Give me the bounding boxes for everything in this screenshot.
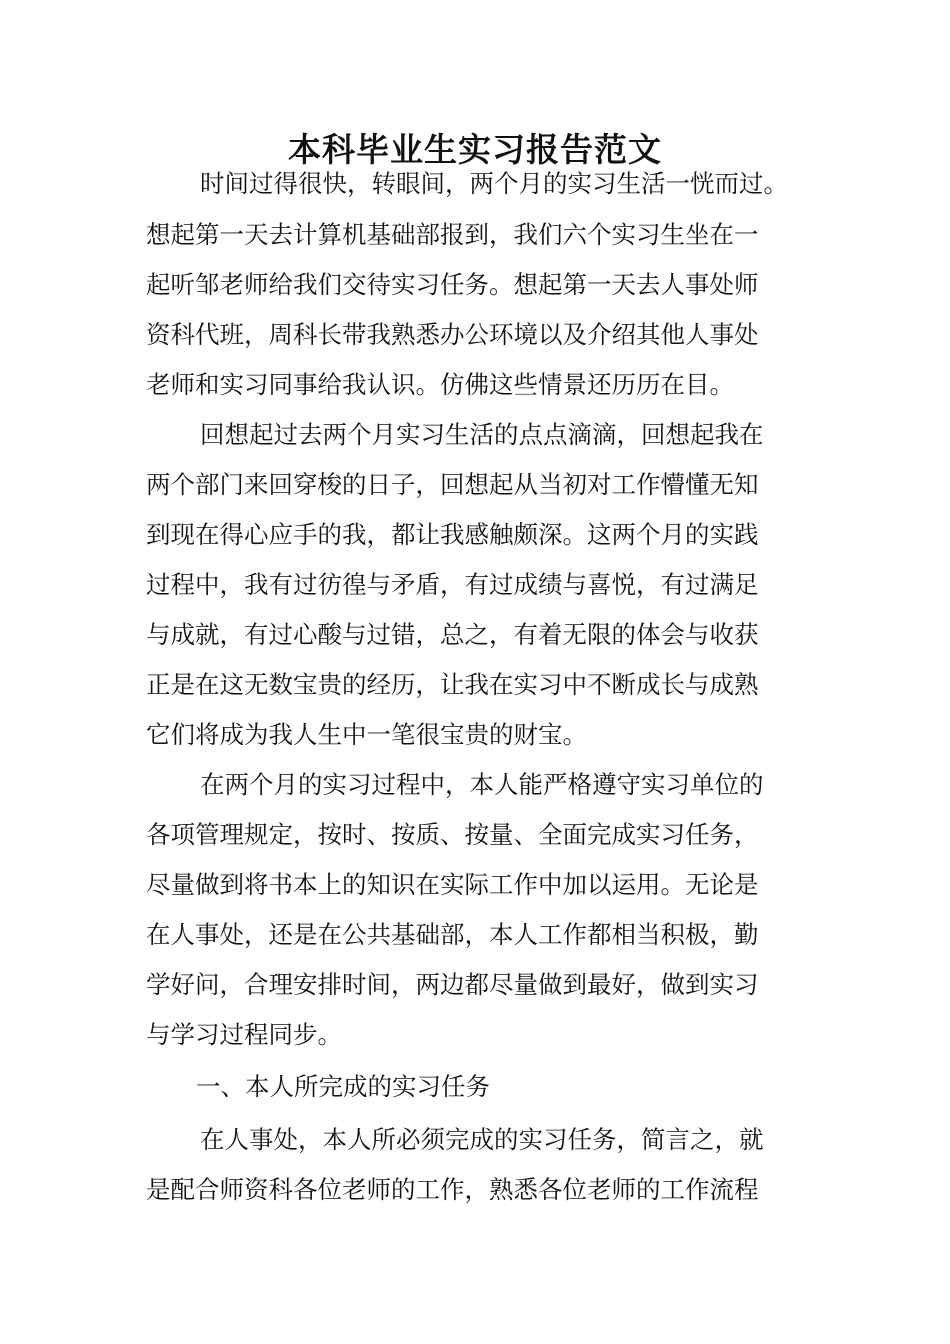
paragraph-2-line-6: 正是在这无数宝贵的经历，让我在实习中不断成长与成熟 bbox=[146, 670, 759, 699]
paragraph-1-line-3: 起听邹老师给我们交待实习任务。想起第一天去人事处师 bbox=[146, 270, 759, 299]
paragraph-1-line-2: 想起第一天去计算机基础部报到，我们六个实习生坐在一 bbox=[146, 220, 759, 249]
section-heading: 一、本人所完成的实习任务 bbox=[196, 1072, 490, 1101]
paragraph-2-line-1: 回想起过去两个月实习生活的点点滴滴，回想起我在 bbox=[200, 420, 764, 449]
paragraph-2-line-4: 过程中，我有过彷徨与矛盾，有过成绩与喜悦，有过满足 bbox=[146, 570, 759, 599]
paragraph-1-line-4: 资科代班，周科长带我熟悉办公环境以及介绍其他人事处 bbox=[146, 320, 759, 349]
paragraph-3-line-4: 在人事处，还是在公共基础部，本人工作都相当积极，勤 bbox=[146, 920, 759, 949]
paragraph-1-line-5: 老师和实习同事给我认识。仿佛这些情景还历历在目。 bbox=[146, 370, 734, 399]
paragraph-3-line-1: 在两个月的实习过程中，本人能严格遵守实习单位的 bbox=[200, 770, 764, 799]
paragraph-1-line-1: 时间过得很快，转眼间，两个月的实习生活一恍而过。 bbox=[200, 169, 788, 198]
paragraph-2-line-2: 两个部门来回穿梭的日子，回想起从当初对工作懵懂无知 bbox=[146, 470, 759, 499]
paragraph-4-line-2: 是配合师资科各位老师的工作，熟悉各位老师的工作流程 bbox=[146, 1175, 759, 1204]
paragraph-3-line-5: 学好问，合理安排时间，两边都尽量做到最好，做到实习 bbox=[146, 970, 759, 999]
paragraph-2-line-5: 与成就，有过心酸与过错，总之，有着无限的体会与收获 bbox=[146, 620, 759, 649]
document-title: 本科毕业生实习报告范文 bbox=[288, 130, 662, 169]
paragraph-3-line-2: 各项管理规定，按时、按质、按量、全面完成实习任务， bbox=[146, 820, 759, 849]
paragraph-2-line-3: 到现在得心应手的我，都让我感触颇深。这两个月的实践 bbox=[146, 520, 759, 549]
paragraph-3-line-6: 与学习过程同步。 bbox=[146, 1020, 342, 1049]
paragraph-3-line-3: 尽量做到将书本上的知识在实际工作中加以运用。无论是 bbox=[146, 870, 759, 899]
paragraph-2-line-7: 它们将成为我人生中一笔很宝贵的财宝。 bbox=[146, 720, 587, 749]
paragraph-4-line-1: 在人事处，本人所必须完成的实习任务，简言之，就 bbox=[200, 1125, 764, 1154]
